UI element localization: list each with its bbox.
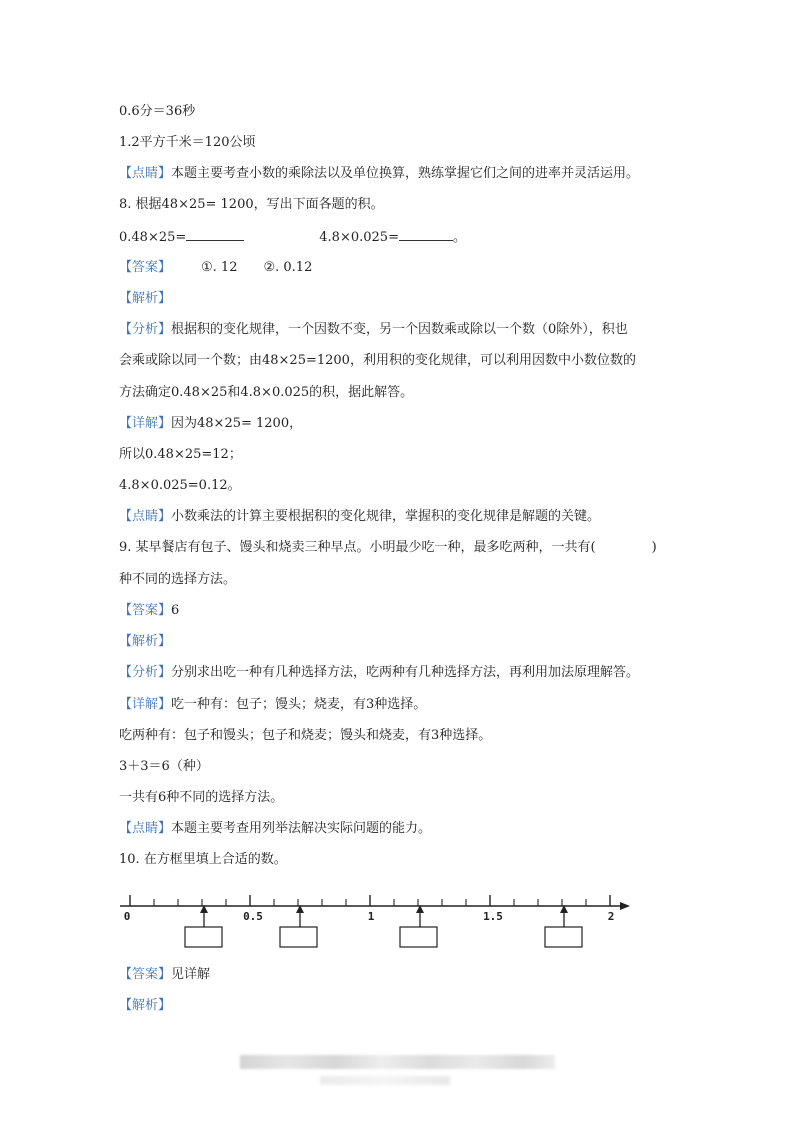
answer-8 (119, 259, 312, 277)
dianjing-tag: 【点睛】 (119, 166, 172, 181)
text-line: 吃两种有：包子和馒头；包子和烧麦；馒头和烧麦，有3种选择。 (119, 728, 492, 743)
answer-blank (186, 228, 244, 241)
paren-close: ) (651, 540, 657, 555)
q8-item-a: 0.48×25= (119, 230, 187, 245)
jiexi-tag: 【解析】 (119, 291, 172, 306)
xiangjie-tag: 【详解】 (119, 697, 172, 712)
answer-10-value: 见详解 (171, 967, 211, 982)
dianjing-9 (119, 820, 431, 838)
dianjing-text: 本题主要考查用列举法解决实际问题的能力。 (171, 821, 432, 836)
jiexi-tag: 【解析】 (119, 998, 172, 1013)
answer-tag: 【答案】 (119, 603, 172, 618)
jiexi-tag: 【解析】 (119, 634, 172, 649)
up-arrow-icon (200, 905, 208, 927)
tick-label-0: 0 (123, 910, 131, 923)
blurred-footer (240, 1055, 555, 1069)
text-line: 3＋3＝6（种） (119, 759, 209, 774)
answer-9 (119, 602, 179, 620)
tick-label-2: 2 (607, 910, 615, 923)
tick-label-1-5: 1.5 (483, 910, 503, 923)
text-line: 4.8×0.025=0.12。 (119, 478, 241, 493)
dianjing-tag: 【点睛】 (119, 821, 172, 836)
answer-box[interactable] (280, 927, 317, 947)
number-line-axis (120, 902, 630, 910)
text-line: 会乘或除以同一个数；由48×25=1200，利用积的变化规律，可以利用因数中小数位数的 (119, 353, 636, 368)
question-8: 8. 根据48×25= 1200，写出下面各题的积。 (119, 197, 384, 212)
question-8-items (119, 228, 466, 247)
text-line: 方法确定0.48×25和4.8×0.025的积，据此解答。 (119, 385, 414, 400)
answer-8-2: ②. 0.12 (263, 260, 313, 275)
fenxi-8 (119, 321, 628, 339)
text-line: 种不同的选择方法。 (119, 572, 237, 587)
xiangjie-8 (119, 415, 302, 433)
text-line: 一共有6种不同的选择方法。 (119, 790, 284, 805)
fenxi-text: 分别求出吃一种有几种选择方法，吃两种有几种选择方法，再利用加法原理解答。 (171, 665, 640, 680)
text-line: 1.2平方千米＝120公顷 (119, 135, 256, 150)
xiangjie-tag: 【详解】 (119, 416, 172, 431)
fenxi-tag: 【分析】 (119, 665, 172, 680)
answer-box[interactable] (400, 927, 437, 947)
answer-9-value: 6 (171, 603, 180, 618)
fenxi-tag: 【分析】 (119, 322, 172, 337)
question-10: 10. 在方框里填上合适的数。 (119, 852, 287, 867)
dianjing-tag: 【点睛】 (119, 509, 172, 524)
question-9-text: 9. 某早餐店有包子、馒头和烧卖三种早点。小明最少吃一种，最多吃两种，一共有( (119, 540, 596, 555)
xiangjie-9 (119, 696, 426, 714)
tick-label-0-5: 0.5 (243, 910, 263, 923)
blurred-footer (320, 1076, 450, 1085)
text-line: 0.6分＝36秒 (119, 104, 196, 119)
answer-boxes (185, 927, 582, 947)
question-9 (119, 539, 657, 557)
up-arrow-icon (416, 905, 424, 927)
tick-labels (124, 910, 615, 923)
text-line: 所以0.48×25=12； (119, 447, 242, 462)
tick-label-1: 1 (367, 910, 375, 923)
number-line-figure (110, 880, 650, 952)
dianjing-text: 本题主要考查小数的乘除法以及单位换算，熟练掌握它们之间的进率并灵活运用。 (171, 166, 640, 181)
answer-10 (119, 966, 210, 984)
tick-marks (130, 895, 610, 906)
dianjing-8 (119, 508, 600, 526)
text-line (119, 165, 639, 183)
answer-blank (399, 228, 453, 241)
answer-8-1: ①. 12 (201, 260, 238, 275)
answer-tag: 【答案】 (119, 260, 172, 275)
answer-tag: 【答案】 (119, 967, 172, 982)
fenxi-text: 根据积的变化规律，一个因数不变，另一个因数乘或除以一个数（0除外），积也 (171, 322, 628, 337)
answer-box[interactable] (545, 927, 582, 947)
dianjing-text: 小数乘法的计算主要根据积的变化规律，掌握积的变化规律是解题的关键。 (171, 509, 601, 524)
q8-item-b: 4.8×0.025= (319, 230, 399, 245)
answer-box[interactable] (185, 927, 222, 947)
q8-end-mark: 。 (452, 230, 466, 245)
up-arrow-icon (560, 905, 568, 927)
fenxi-9 (119, 664, 639, 682)
xiangjie-text: 因为48×25= 1200， (171, 416, 303, 431)
up-arrow-icon (296, 905, 304, 927)
xiangjie-text: 吃一种有：包子；馒头；烧麦，有3种选择。 (171, 697, 427, 712)
